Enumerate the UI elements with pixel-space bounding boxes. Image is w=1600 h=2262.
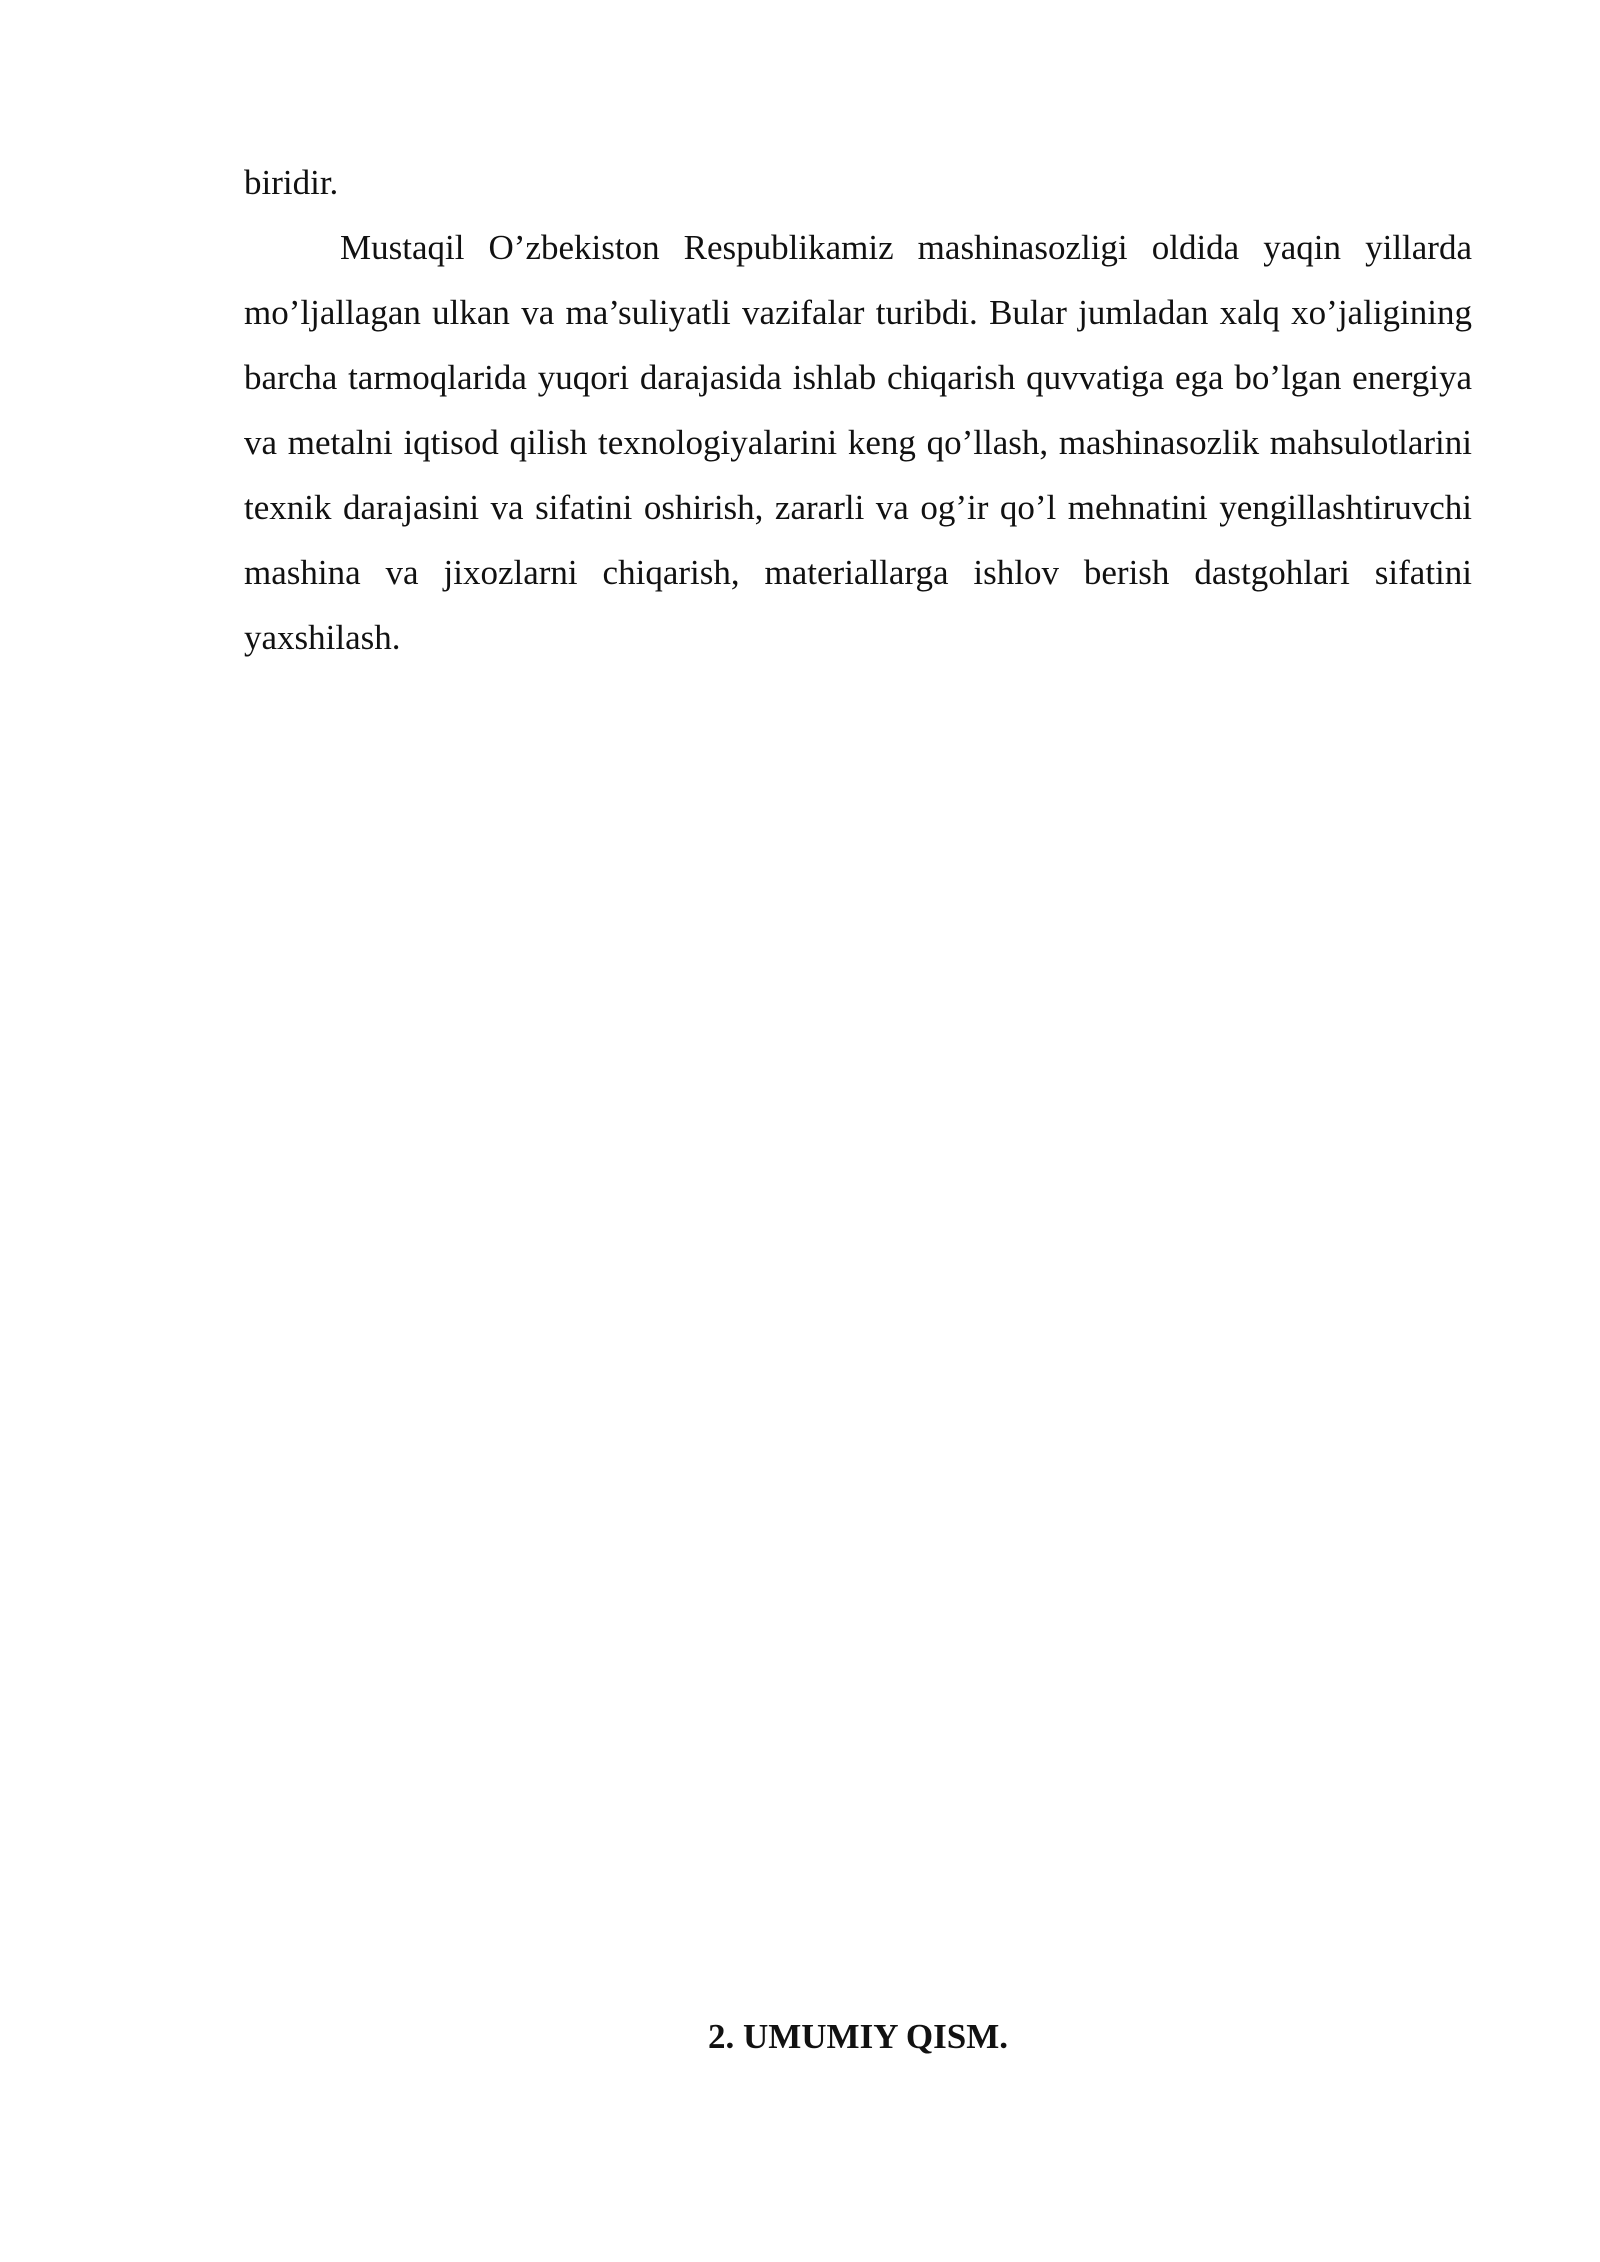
paragraph-continuation: biridir. xyxy=(244,163,339,202)
paragraph-main: Mustaqil O’zbekiston Respublikamiz mashinasozligi oldida yaqin yillarda mo’ljallagan ulkan va ma’suliyatli vazifalar turibdi. Bular jumladan xalq xo’jaligining barcha tarmoqlarida yuqori darajasida ishlab chiqarish quvvatiga ega bo’lgan energiya va metalni iqtisod qilish texnologiyalarini keng qo’llash, mashinasozlik mahsulotlarini texnik darajasini va sifatini oshirish, zararli va og’ir qo’l mehnatini yengillashtiruvchi mashina va jixozlarni chiqarish, materiallarga ishlov berish dastgohlari sifatini yaxshilash. xyxy=(244,228,1472,657)
section-heading: 2. UMUMIY QISM. xyxy=(707,2017,1009,2056)
body-text xyxy=(244,150,1472,670)
